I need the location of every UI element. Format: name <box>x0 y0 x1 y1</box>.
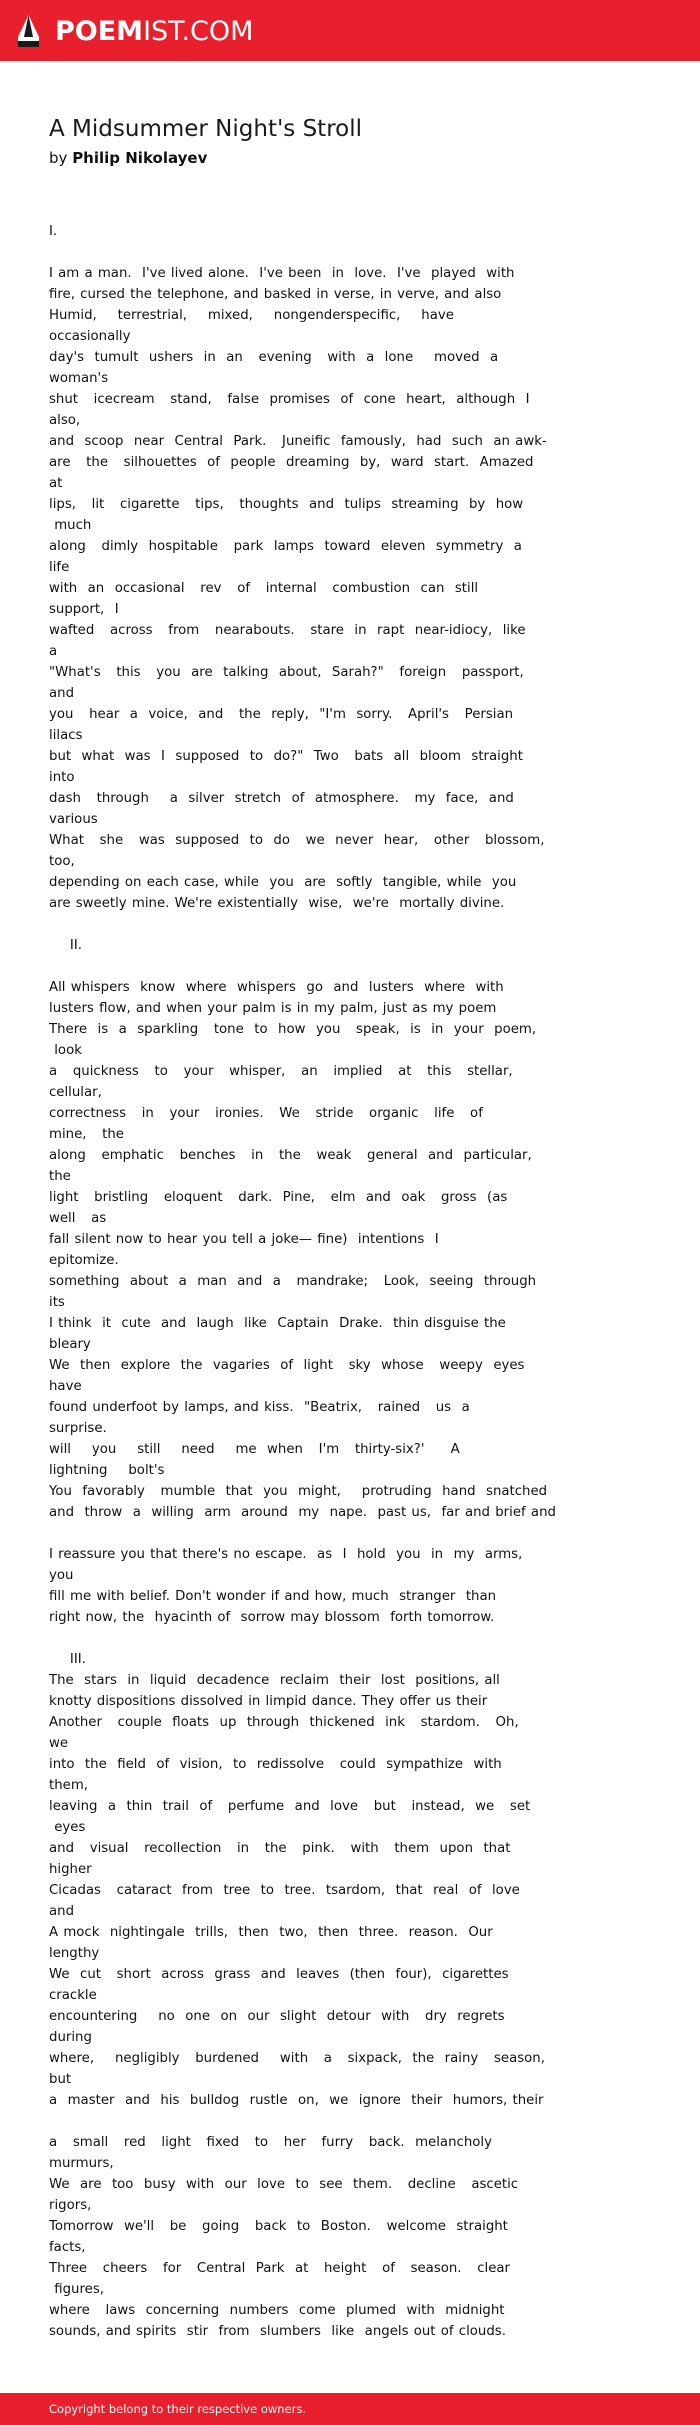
poem-line: lilacs <box>49 728 83 743</box>
poem-line: figures, <box>49 2282 104 2297</box>
poem-line: encountering no one on our slight detour with dry regrets <box>49 2009 505 2024</box>
poem-line: murmurs, <box>49 2156 114 2171</box>
poem-line: fill me with belief. Don't wonder if and how, much stranger than <box>49 1589 497 1604</box>
poem-line: What she was supposed to do we never hear, other blossom, <box>49 833 545 848</box>
poem-line: lips, lit cigarette tips, thoughts and tulips streaming by how <box>49 497 524 512</box>
poem-line: we <box>49 1736 69 1751</box>
poem-line: along emphatic benches in the weak general and particular, <box>49 1148 532 1163</box>
poem-line: wafted across from nearabouts. stare in rapt near-idiocy, like <box>49 623 526 638</box>
author-name[interactable]: Philip Nikolayev <box>72 149 208 167</box>
poem-line: Three cheers for Central Park at height of season. clear <box>49 2261 511 2276</box>
poem-line: lightning bolt's <box>49 1463 165 1478</box>
poem-line: facts, <box>49 2240 86 2255</box>
pen-nib-icon <box>16 13 41 49</box>
poem-line: shut icecream stand, false promises of cone heart, although I <box>49 392 530 407</box>
poem-line: and throw a willing arm around my nape. past us, far and brief and <box>49 1505 556 1520</box>
poem-line: along dimly hospitable park lamps toward eleven symmetry a <box>49 539 522 554</box>
poem-line: sounds, and spirits stir from slumbers like angels out of clouds. <box>49 2324 506 2339</box>
poem-line: you hear a voice, and the reply, "I'm sorry. April's Persian <box>49 707 514 722</box>
poem-line: day's tumult ushers in an evening with a lone moved a <box>49 350 499 365</box>
poem-line: "What's this you are talking about, Sarah?" foreign passport, <box>49 665 524 680</box>
poem-line: something about a man and a mandrake; Look, seeing through its <box>49 1274 547 1310</box>
poem-line: mine, the <box>49 1127 124 1142</box>
poem-line: Humid, terrestrial, mixed, nongenderspecific, have <box>49 308 454 323</box>
site-header <box>0 0 700 61</box>
poem-line: into the field of vision, to redissolve could sympathize with <box>49 1757 502 1772</box>
poem-line: are the silhouettes of people dreaming by, ward start. Amazed <box>49 455 534 470</box>
poem-line: rigors, <box>49 2198 92 2213</box>
poem-line: and <box>49 1904 75 1919</box>
poem-line: but what was I supposed to do?" Two bats all bloom straight <box>49 749 523 764</box>
poem-line: them, <box>49 1778 89 1793</box>
poem-line: at <box>49 476 63 491</box>
poem-line: cellular, <box>49 1085 102 1100</box>
poem-line: III. <box>49 1652 86 1667</box>
poem-line: depending on each case, while you are softly tangible, while you <box>49 875 517 890</box>
poem-line: We cut short across grass and leaves (then four), cigarettes <box>49 1967 509 1982</box>
poem-line: dash through a silver stretch of atmosphere. my face, and <box>49 791 514 806</box>
poem-line: look <box>49 1043 82 1058</box>
poem-line: have <box>49 1379 82 1394</box>
poem-line: and visual recollection in the pink. with them upon that <box>49 1841 511 1856</box>
poem-line: epitomize. <box>49 1253 119 1268</box>
poem-line: All whispers know where whispers go and lusters where with <box>49 980 504 995</box>
poem-line: bleary <box>49 1337 91 1352</box>
poem-content <box>49 112 559 2342</box>
poem-line: You favorably mumble that you might, protruding hand snatched <box>49 1484 548 1499</box>
poem-line: crackle <box>49 1988 97 2003</box>
poem-line: lengthy <box>49 1946 100 1961</box>
poem-line: into <box>49 770 75 785</box>
logo-text <box>55 16 253 47</box>
poem-line: and scoop near Central Park. Juneific famously, had such an awk- <box>49 434 547 449</box>
poem-line: I. <box>49 224 58 239</box>
poem-line: occasionally <box>49 329 131 344</box>
poem-line: There is a sparkling tone to how you speak, is in your poem, <box>49 1022 537 1037</box>
poem-line: eyes <box>49 1820 86 1835</box>
poem-line: are sweetly mine. We're existentially wise, we're mortally divine. <box>49 896 505 911</box>
poem-line: where laws concerning numbers come plumed with midnight <box>49 2303 505 2318</box>
poem-line: higher <box>49 1862 92 1877</box>
poem-line: but <box>49 2072 72 2087</box>
by-label: by <box>49 149 68 167</box>
blank-line <box>49 914 559 935</box>
poem-title: A Midsummer Night's Stroll <box>49 116 362 142</box>
blank-line <box>49 1628 559 1649</box>
poem-line: a <box>49 644 58 659</box>
poem-line: We then explore the vagaries of light sky whose weepy eyes <box>49 1358 525 1373</box>
blank-line <box>49 242 559 263</box>
poem-line: a master and his bulldog rustle on, we ignore their humors, their <box>49 2093 544 2108</box>
poem-line: and <box>49 686 75 701</box>
poem-body <box>49 221 559 2342</box>
poem-line: I reassure you that there's no escape. as I hold you in my arms, <box>49 1547 523 1562</box>
poem-line: fall silent now to hear you tell a joke— fine) intentions I <box>49 1232 439 1247</box>
poem-line: a small red light fixed to her furry back. melancholy <box>49 2135 492 2150</box>
poem-line: surprise. <box>49 1421 107 1436</box>
poem-line: fire, cursed the telephone, and basked in verse, in verve, and also <box>49 287 502 302</box>
poem-line: lusters flow, and when your palm is in my palm, just as my poem <box>49 1001 497 1016</box>
blank-line <box>49 2111 559 2132</box>
poem-line: much <box>49 518 92 533</box>
poem-line: will you still need me when I'm thirty-six?' A <box>49 1442 460 1457</box>
poem-line: knotty dispositions dissolved in limpid dance. They offer us their <box>49 1694 488 1709</box>
poem-line: I think it cute and laugh like Captain Drake. thin disguise the <box>49 1316 506 1331</box>
poem-line: woman's <box>49 371 109 386</box>
poem-line: correctness in your ironies. We stride organic life of <box>49 1106 483 1121</box>
poem-line: a quickness to your whisper, an implied at this stellar, <box>49 1064 513 1079</box>
poemist-logo[interactable] <box>16 13 253 49</box>
poem-line: life <box>49 560 70 575</box>
poem-line: where, negligibly burdened with a sixpack, the rainy season, <box>49 2051 545 2066</box>
poem-line: I am a man. I've lived alone. I've been in love. I've played with <box>49 266 515 281</box>
poem-line: well as <box>49 1211 107 1226</box>
poem-line: A mock nightingale trills, then two, then three. reason. Our <box>49 1925 493 1940</box>
poem-line: too, <box>49 854 75 869</box>
logo-text-bold: POEM <box>55 15 144 47</box>
blank-line <box>49 956 559 977</box>
byline <box>49 147 559 169</box>
copyright-text: Copyright belong to their respective owners. <box>49 2402 307 2416</box>
site-footer <box>0 2393 700 2425</box>
poem-line: with an occasional rev of internal combustion can still <box>49 581 479 596</box>
logo-text-light: IST.COM <box>143 15 254 47</box>
poem-line: various <box>49 812 98 827</box>
poem-line: Cicadas cataract from tree to tree. tsardom, that real of love <box>49 1883 520 1898</box>
poem-line: the <box>49 1169 71 1184</box>
poem-line: The stars in liquid decadence reclaim their lost positions, all <box>49 1673 500 1688</box>
poem-line: leaving a thin trail of perfume and love but instead, we set <box>49 1799 531 1814</box>
blank-line <box>49 1523 559 1544</box>
poem-line: also, <box>49 413 81 428</box>
poem-line: Another couple floats up through thickened ink stardom. Oh, <box>49 1715 519 1730</box>
poem-line: light bristling eloquent dark. Pine, elm and oak gross (as <box>49 1190 508 1205</box>
poem-line: Tomorrow we'll be going back to Boston. welcome straight <box>49 2219 508 2234</box>
poem-line: you <box>49 1568 74 1583</box>
poem-line: found underfoot by lamps, and kiss. "Beatrix, rained us a <box>49 1400 470 1415</box>
poem-line: support, I <box>49 602 119 617</box>
poem-line: right now, the hyacinth of sorrow may blossom forth tomorrow. <box>49 1610 495 1625</box>
poem-line: during <box>49 2030 92 2045</box>
poem-line: We are too busy with our love to see them. decline ascetic <box>49 2177 519 2192</box>
poem-line: II. <box>49 938 82 953</box>
